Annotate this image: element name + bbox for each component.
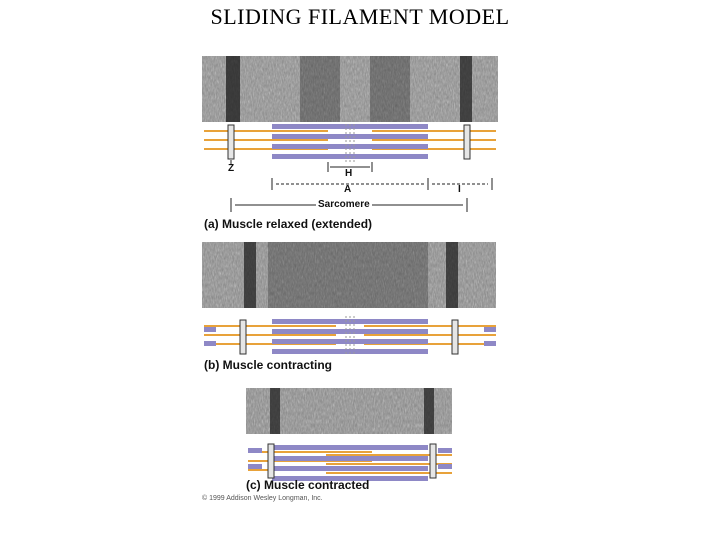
panel-c-micrograph	[246, 388, 452, 434]
i-band-label: I	[458, 184, 461, 195]
panel-b-filament-diagram	[204, 316, 496, 356]
panel-b-micrograph	[202, 242, 496, 308]
panel-a-micrograph	[202, 56, 498, 122]
panel-b-caption: (b) Muscle contracting	[204, 358, 333, 372]
z-disc-label: Z	[228, 163, 235, 174]
panel-c-caption: (c) Muscle contracted	[246, 478, 370, 492]
sarcomere-label: Sarcomere	[318, 199, 370, 210]
panel-c-filament-diagram	[248, 444, 452, 481]
panel-a-caption: (a) Muscle relaxed (extended)	[204, 217, 373, 231]
panel-a-filament-diagram	[204, 120, 496, 162]
a-band-label: A	[344, 184, 352, 195]
slide-title: SLIDING FILAMENT MODEL	[210, 4, 510, 29]
copyright-notice: © 1999 Addison Wesley Longman, Inc.	[202, 495, 323, 502]
h-zone-label: H	[345, 168, 353, 179]
